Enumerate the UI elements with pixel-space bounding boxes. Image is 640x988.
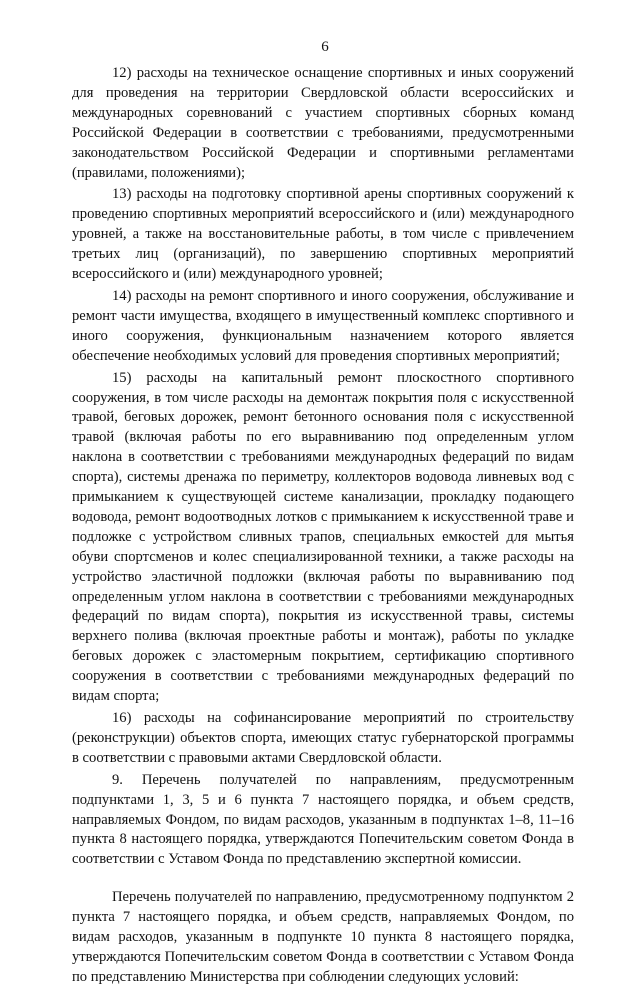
page-number: 6	[321, 39, 329, 55]
paragraph-item-16: 16) расходы на софинансирование мероприятий по строительству (реконструкции) объектов спорта, имеющих статус губернаторской программы в соответствии с правовыми актами Свердловской области.	[72, 710, 574, 766]
paragraph-clause-9-continued: Перечень получателей по направлению, предусмотренному подпунктом 2 пункта 7 настоящего порядка, и объем средств, направляемых Фондом, по видам расходов, указанным в подпункте 10 пункта 8 настоящего порядка, утверждаются Попечительским советом Фонда в соответствии с Уставом Фонда по представлению Министерства при соблюдении следующих условий:	[72, 889, 574, 985]
paragraph-clause-9: 9. Перечень получателей по направлениям, предусмотренным подпунктами 1, 3, 5 и 6 пункта 7 настоящего порядка, и объем средств, направляемых Фондом, по видам расходов, указанным в подпунктах 1–8, 11–16 пункта 8 настоящего порядка, утверждаются Попечительским советом Фонда в соответствии с Уставом Фонда по представлению экспертной комиссии.	[72, 771, 574, 868]
paragraph-item-13: 13) расходы на подготовку спортивной арены спортивных сооружений к проведению спортивных мероприятий всероссийского и (или) международного уровней, а также на восстановительные работы, в том числе с привлечением третьих лиц (организаций), по завершению спортивных мероприятий всероссийского и (или) международного уровней;	[72, 186, 574, 283]
paragraph-item-14: 14) расходы на ремонт спортивного и иного сооружения, обслуживание и ремонт части имущества, входящего в имущественный комплекс спортивного и иного сооружения, функциональным назначением которого является обеспечение необходимых условий для проведения спортивных мероприятий;	[72, 287, 574, 364]
paragraph-item-12: 12) расходы на техническое оснащение спортивных и иных сооружений для проведения на территории Свердловской области всероссийских и международных соревнований с участием спортивных сборных команд Российской Федерации в соответствии с требованиями, предусмотренными законодательством Российской Федерации и спортивными регламентами (правилами, положениями);	[72, 65, 574, 181]
paragraph-item-15: 15) расходы на капитальный ремонт плоскостного спортивного сооружения, в том числе расходы на демонтаж покрытия поля с искусственной травой, беговых дорожек, ремонт бетонного основания поля с искусственной травой (включая работы по его выравниванию под определенным углом наклона в соответствии с требованиями международных федераций по видам спорта), системы дренажа по периметру, коллекторов водовода ливневых вод с примыканием к существующей системе канализации, прокладку подающего водовода, ремонт водоотводных лотков с примыканием к искусственной траве и подложке с устройством сливных трапов, специальных емкостей для мытья обуви спортсменов и колес специализированной техники, а также расходы на устройство эластичной подложки (включая работы по выравниванию под определенным углом наклона в соответствии с требованиями международных федераций по видам спорта), покрытия из искусственной травы, системы верхнего полива (включая проектные работы и монтаж), работы по укладке беговых дорожек с эластомерным покрытием, сертификацию спортивного сооружения в соответствии с требованиями международных федераций по видам спорта;	[72, 369, 574, 705]
